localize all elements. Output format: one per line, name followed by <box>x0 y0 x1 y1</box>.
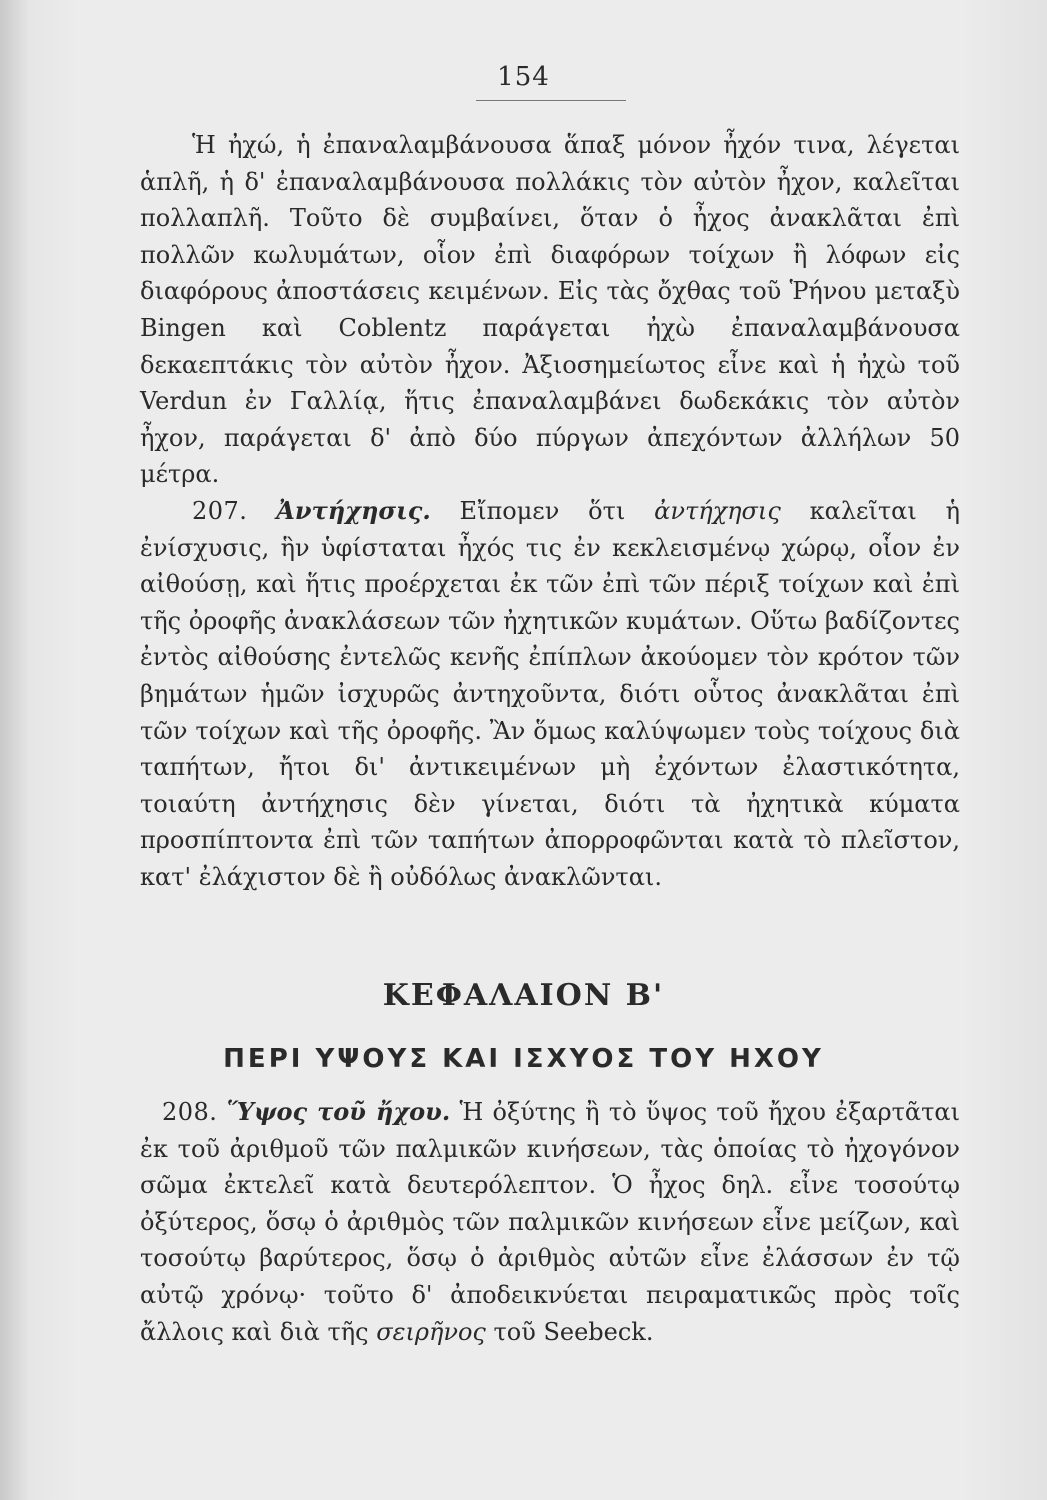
section-206-continued <box>140 127 960 895</box>
paragraph-text: καλεῖται ἡ ἐνίσχυσις, ἣν ὑφίσταται ἦχός τις ἐν κεκλεισμένῳ χώρῳ, οἷον ἐν αἰθούσῃ, καὶ ἥτις προέρχεται ἐκ τῶν ἐπὶ τῶν πέριξ τοίχων καὶ ἐπὶ τῆς ὀροφῆς ἀνακλάσεων τῶν ἠχητικῶν κυμάτων. Οὕτω βαδίζοντες ἐντὸς αἰθούσης ἐντελῶς κενῆς ἐπίπλων ἀκούομεν τὸν κρότον τῶν βημάτων ἡμῶν ἰσχυρῶς ἀντηχοῦντα, διότι οὗτος ἀνακλᾶται ἐπὶ τῶν τοίχων καὶ τῆς ὀροφῆς. Ἂν ὅμως καλύψωμεν τοὺς τοίχους διὰ ταπήτων, ἤτοι δι' ἀντικειμένων μὴ ἐχόντων ἐλαστικότητα, τοιαύτη ἀντήχησις δὲν γίνεται, διότι τὰ ἠχητικὰ κύματα προσπίπτοντα ἐπὶ τῶν ταπήτων ἀπορροφῶνται κατὰ τὸ πλεῖστον, κατ' ἐλάχιστον δὲ ἢ οὐδόλως ἀνακλῶνται. <box>140 496 960 891</box>
header-rule <box>476 100 626 101</box>
paragraph-text: τοῦ Seebeck. <box>485 1317 654 1346</box>
paragraph-207 <box>140 493 960 896</box>
section-208 <box>140 1094 960 1350</box>
paragraph-echo: Ἡ ἠχώ, ἡ ἐπαναλαμβάνουσα ἅπαξ μόνον ἦχόν τινα, λέγεται ἁπλῆ, ἡ δ' ἐπαναλαμβάνουσα πολλάκις τὸν αὐτὸν ἦχον, καλεῖται πολλαπλῆ. Τοῦτο δὲ συμβαίνει, ὅταν ὁ ἦχος ἀνακλᾶται ἐπὶ πολλῶν κωλυμάτων, οἷον ἐπὶ διαφόρων τοίχων ἢ λόφων εἰς διαφόρους ἀποστάσεις κειμένων. Εἰς τὰς ὄχθας τοῦ Ῥήνου μεταξὺ Bingen καὶ Coblentz παράγεται ἠχὼ ἐπαναλαμβάνουσα δεκαεπτάκις τὸν αὐτὸν ἦχον. Ἀξιοσημείωτος εἶνε καὶ ἡ ἠχὼ τοῦ Verdun ἐν Γαλλίᾳ, ἥτις ἐπαναλαμβάνει δωδεκάκις τὸν αὐτὸν ἦχον, παράγεται δ' ἀπὸ δύο πύργων ἀπεχόντων ἀλλήλων 50 μέτρα. <box>140 131 960 489</box>
page-number: 154 <box>497 62 550 92</box>
paragraph-number: 208. <box>162 1098 218 1126</box>
section-title: ΠΕΡΙ ΥΨΟΥΣ ΚΑΙ ΙΣΧΥΟΣ ΤΟΥ ΗΧΟΥ <box>223 1044 824 1074</box>
paragraph-208 <box>140 1094 960 1350</box>
italic-term: σειρῆνος <box>376 1317 486 1346</box>
chapter-title: ΚΕΦΑΛΑΙΟΝ Β' <box>382 978 665 1013</box>
paragraph-text: Εἴπομεν ὅτι <box>459 496 655 525</box>
paragraph-text: Ἡ ὀξύτης ἢ τὸ ὕψος τοῦ ἤχου ἐξαρτᾶται ἐκ τοῦ ἀριθμοῦ τῶν παλμικῶν κινήσεων, τὰς ὁποίας τὸ ἠχογόνον σῶμα ἐκτελεῖ κατὰ δευτερόλεπτον. Ὁ ἦχος δηλ. εἶνε τοσούτῳ ὀξύτερος, ὅσῳ ὁ ἀριθμὸς τῶν παλμικῶν κινήσεων εἶνε μείζων, καὶ τοσούτῳ βαρύτερος, ὅσῳ ὁ ἀριθμὸς αὐτῶν εἶνε ἐλάσσων ἐν τῷ αὐτῷ χρόνῳ· τοῦτο δ' ἀποδεικνύεται πειραματικῶς πρὸς τοῖς ἄλλοις καὶ διὰ τῆς <box>140 1098 960 1346</box>
paragraph-number: 207. <box>192 496 248 525</box>
paragraph-heading: Ἀντήχησις. <box>276 495 431 525</box>
paragraph-heading: Ὕψος τοῦ ἤχου. <box>226 1097 451 1126</box>
italic-term: ἀντήχησις <box>654 496 781 525</box>
